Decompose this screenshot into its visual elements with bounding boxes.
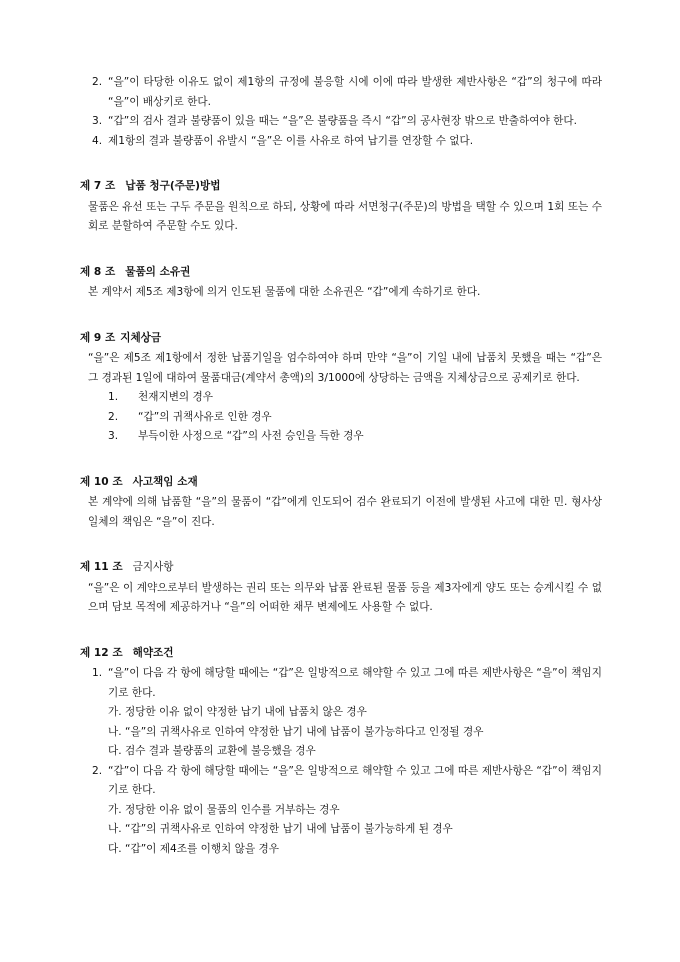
article-heading: 제 11 조 금지사항 <box>80 561 174 573</box>
article-heading: 제 7 조 납품 청구(주문)방법 <box>80 180 221 192</box>
article-heading: 제 9 조 지체상금 <box>80 331 162 344</box>
sub-item: 나. “을”의 귀책사유로 인하여 약정한 납기 내에 납품이 불가능하다고 인정될 경우 <box>108 725 484 738</box>
list-item: 3. “갑”의 검사 결과 불량품이 있을 때는 “을”은 불량품을 즉시 “갑”의 공사현장 밖으로 반출하여야 한다. <box>92 115 577 127</box>
sub-item: 가. 정당한 이유 없이 약정한 납기 내에 납품치 않은 경우 <box>108 706 367 718</box>
article-7 <box>78 177 602 237</box>
article-heading: 제 12 조 해약조건 <box>80 646 174 659</box>
article-body: 물품은 유선 또는 구두 주문을 원칙으로 하되, 상황에 따라 서면청구(주문)의 방법을 택할 수 있으며 1회 또는 수회로 분할하여 주문할 수도 있다. <box>88 200 602 232</box>
top-list <box>78 73 602 151</box>
exception-list <box>78 388 602 447</box>
article-9 <box>78 329 602 447</box>
list-item: 2. “을”이 타당한 이유도 없이 제1항의 규정에 불응할 시에 이에 따라 발생한 제반사항은 “갑”의 청구에 따라 “을”이 배상키로 한다. <box>92 76 602 108</box>
list-item: 1. “을”이 다음 각 항에 해당할 때에는 “갑”은 일방적으로 해약할 수 있고 그에 따른 제반사항은 “을”이 책임지기로 한다. <box>92 667 602 699</box>
list-item: 1. 천재지변의 경우 <box>108 391 214 403</box>
sub-item: 다. 검수 결과 불량품의 교환에 불응했을 경우 <box>108 745 316 757</box>
list-item: 3. 부득이한 사정으로 “갑”의 사전 승인을 득한 경우 <box>108 430 364 442</box>
article-12 <box>78 644 602 860</box>
article-body: 본 계약에 의해 납품할 “을”의 물품이 “갑”에게 인도되어 검수 완료되기 이전에 발생된 사고에 대한 민. 형사상 일체의 책임은 “을”이 진다. <box>88 496 602 528</box>
article-body: “을”은 제5조 제1항에서 정한 납품기일을 엄수하여야 하며 만약 “을”이 기일 내에 납품치 못했을 때는 “갑”은 그 경과된 1일에 대하여 물품대금(계약서 총액)의 3/1000에 상당하는 금액을 지체상금으로 공제키로 한다. <box>88 352 602 384</box>
list-item: 4. 제1항의 결과 불량품이 유발시 “을”은 이를 사유로 하여 납기를 연장할 수 없다. <box>92 134 474 147</box>
article-heading: 제 8 조 물품의 소유권 <box>80 265 191 278</box>
article-body: “을”은 이 계약으로부터 발생하는 권리 또는 의무와 납품 완료된 물품 등을 제3자에게 양도 또는 승계시킬 수 없으며 담보 목적에 제공하거나 “을”의 어떠한 채무 변제에도 사용할 수 없다. <box>88 581 602 613</box>
article-8 <box>78 263 602 303</box>
article-11 <box>78 558 602 618</box>
article-body: 본 계약서 제5조 제3항에 의거 인도된 물품에 대한 소유권은 “갑”에게 속하기로 한다. <box>88 286 481 298</box>
sub-item: 다. “갑”이 제4조를 이행치 않을 경우 <box>108 842 279 855</box>
article-10 <box>78 473 602 533</box>
sub-item: 가. 정당한 이유 없이 물품의 인수를 거부하는 경우 <box>108 803 340 816</box>
article-heading: 제 10 조 사고책임 소재 <box>80 475 198 488</box>
list-item: 2. “갑”의 귀책사유로 인한 경우 <box>108 410 272 423</box>
list-item: 2. “갑”이 다음 각 항에 해당할 때에는 “을”은 일방적으로 해약할 수 있고 그에 따른 제반사항은 “갑”이 책임지기로 한다. <box>92 764 602 796</box>
sub-item: 나. “갑”의 귀책사유로 인하여 약정한 납기 내에 납품이 불가능하게 된 경우 <box>108 823 453 835</box>
